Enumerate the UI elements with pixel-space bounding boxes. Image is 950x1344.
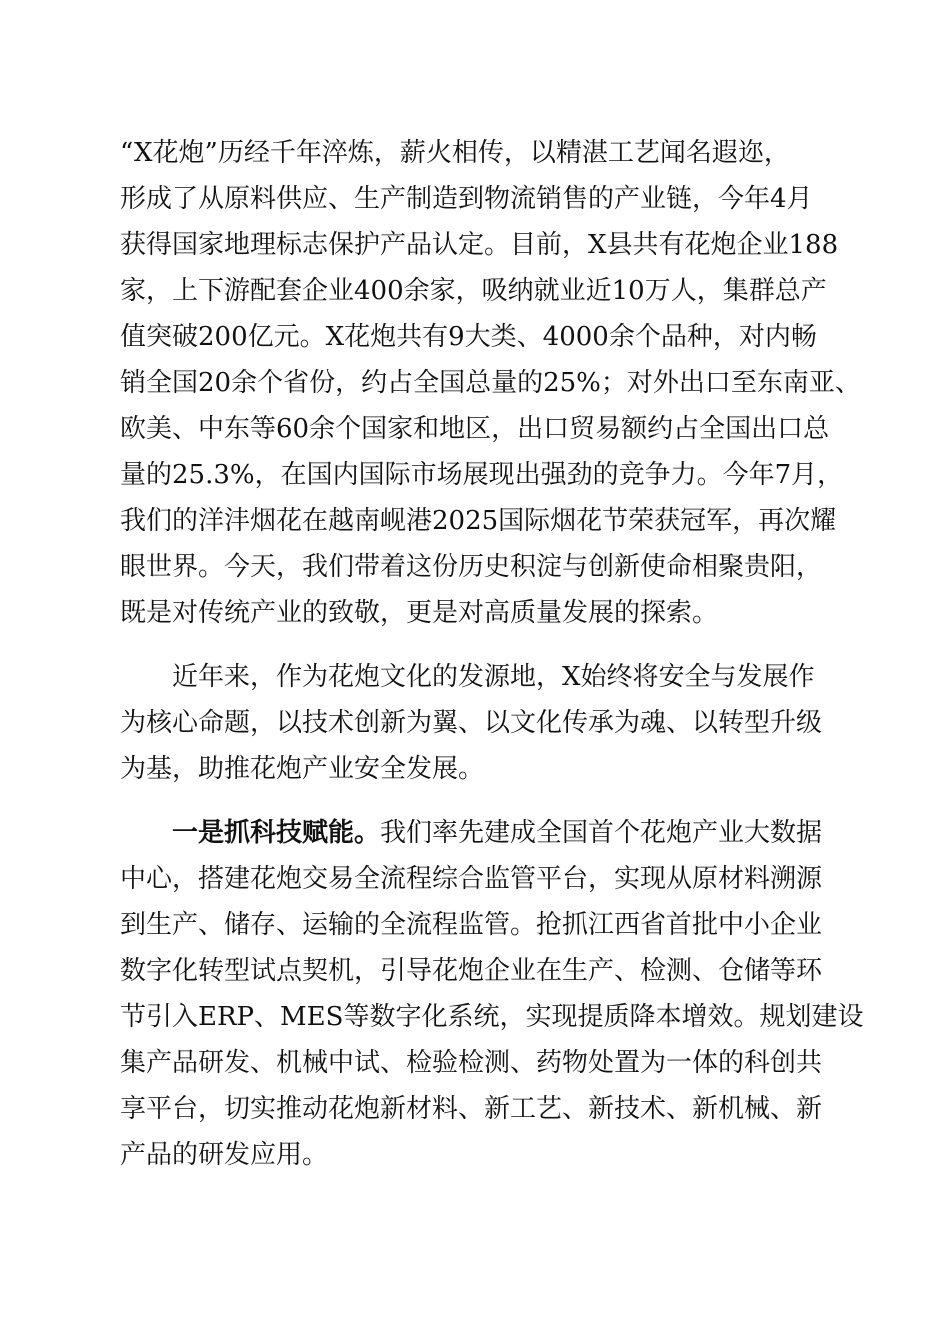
paragraph-1-line-1: “X花炮”历经千年淬炼，薪火相传，以精湛工艺闻名遐迩， <box>120 138 790 168</box>
paragraph-2-line-2: 为核心命题，以技术创新为翼、以文化传承为魂、以转型升级 <box>120 708 823 738</box>
paragraph-2-line-3: 为基，助推花炮产业安全发展。 <box>120 754 485 784</box>
paragraph-3-line-4: 数字化转型试点契机，引导花炮企业在生产、检测、仓储等环 <box>120 956 823 986</box>
paragraph-1-line-5: 值突破200亿元。X花炮共有9大类、4000余个品种，对内畅 <box>120 322 817 352</box>
paragraph-1-line-3: 获得国家地理标志保护产品认定。目前，X县共有花炮企业188 <box>120 230 839 260</box>
paragraph-1-line-2: 形成了从原料供应、生产制造到物流销售的产业链，今年4月 <box>120 184 813 214</box>
paragraph-1-line-8: 量的25.3%，在国内国际市场展现出强劲的竞争力。今年7月， <box>120 460 844 490</box>
paragraph-2-line-1: 近年来，作为花炮文化的发源地，X始终将安全与发展作 <box>172 662 815 692</box>
paragraph-3-lead-heading: 一是抓科技赋能。 <box>172 818 381 848</box>
paragraph-3-line-5: 节引入ERP、MES等数字化系统，实现提质降本增效。规划建设 <box>120 1002 864 1032</box>
paragraph-3-line-1 <box>172 810 822 856</box>
paragraph-3-line-3: 到生产、储存、运输的全流程监管。抢抓江西省首批中小企业 <box>120 910 823 940</box>
paragraph-1-line-11: 既是对传统产业的致敬，更是对高质量发展的探索。 <box>120 598 719 628</box>
paragraph-1-line-4: 家，上下游配套企业400余家，吸纳就业近10万人，集群总产 <box>120 276 827 306</box>
paragraph-1-line-9: 我们的洋沣烟花在越南岘港2025国际烟花节荣获冠军，再次耀 <box>120 506 837 536</box>
paragraph-3-line-8: 产品的研发应用。 <box>120 1140 329 1170</box>
paragraph-1-line-6: 销全国20余个省份，约占全国总量的25%；对外出口至东南亚、 <box>120 368 861 398</box>
paragraph-3-line-1-text: 我们率先建成全国首个花炮产业大数据 <box>380 818 823 848</box>
paragraph-3-line-6: 集产品研发、机械中试、检验检测、药物处置为一体的科创共 <box>120 1048 823 1078</box>
paragraph-3-line-7: 享平台，切实推动花炮新材料、新工艺、新技术、新机械、新 <box>120 1094 823 1124</box>
paragraph-1-line-7: 欧美、中东等60余个国家和地区，出口贸易额约占全国出口总 <box>120 414 830 444</box>
paragraph-3-line-2: 中心，搭建花炮交易全流程综合监管平台，实现从原材料溯源 <box>120 864 823 894</box>
paragraph-1-line-10: 眼世界。今天，我们带着这份历史积淀与创新使命相聚贵阳， <box>120 552 823 582</box>
